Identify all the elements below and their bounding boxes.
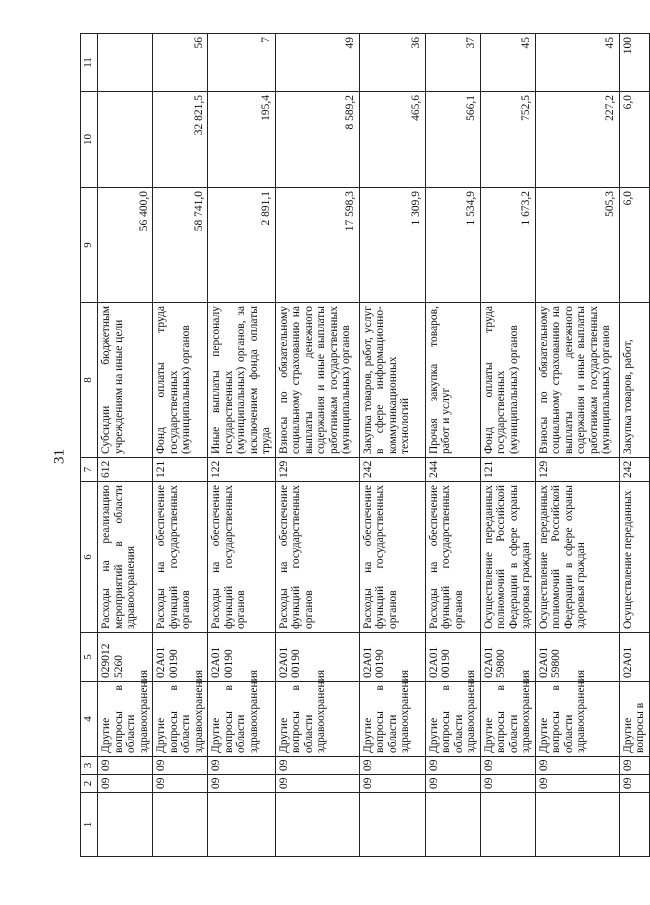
cell-target-name: Расходы на обеспечение функций государственных органов [359,482,425,633]
col-header-3: 3 [81,757,98,775]
cell-subsection: 09 [425,757,480,775]
table-row [153,34,208,857]
col-header-6: 6 [81,482,98,633]
cell-percent: 45 [535,34,619,92]
cell-expense-name: Взносы по обязательному социальному страхованию на выплаты денежного содержания и иные выплаты работникам государственных (муниципальных) органов [535,303,619,458]
cell-percent: 45 [480,34,535,92]
cell-expense-name: Прочая закупка товаров, работ и услуг [425,303,480,458]
cell-section: 09 [208,775,276,793]
table-row [425,34,480,857]
col-header-10: 10 [81,92,98,188]
cell-plan: 1 673,2 [480,188,535,303]
col-header-4: 4 [81,682,98,757]
cell-plan: 505,3 [535,188,619,303]
cell-section-name: Другие вопросы в области здравоохранения [359,682,425,757]
cell-c1 [153,793,208,857]
cell-percent [98,34,153,92]
cell-expense-name: Закупка товаров, работ, [619,303,649,458]
cell-section: 09 [275,775,359,793]
cell-expense-code: 129 [535,458,619,482]
cell-expense-name: Субсидии бюджетным учреждениям на иные цели [98,303,153,458]
cell-c1 [619,793,649,857]
cell-target-name: Расходы на обеспечение функций государственных органов [153,482,208,633]
cell-target-code: 02А01 59800 [535,633,619,682]
cell-c1 [535,793,619,857]
cell-actual: 8 589,2 [275,92,359,188]
cell-actual: 465,6 [359,92,425,188]
cell-target-code: 02А01 00190 [153,633,208,682]
cell-target-code: 02А01 00190 [359,633,425,682]
cell-section: 09 [480,775,535,793]
table-row [275,34,359,857]
cell-plan: 56 400,0 [98,188,153,303]
budget-table [80,33,650,857]
cell-section: 09 [359,775,425,793]
cell-expense-code: 121 [480,458,535,482]
cell-actual: 195,4 [208,92,276,188]
cell-actual: 752,5 [480,92,535,188]
cell-plan: 1 534,9 [425,188,480,303]
cell-target-code: 02А01 00190 [208,633,276,682]
cell-target-name: Расходы на обеспечение функций государственных органов [425,482,480,633]
cell-subsection: 09 [535,757,619,775]
cell-c1 [359,793,425,857]
cell-expense-name: Взносы по обязательному социальному страхованию на выплаты денежного содержания и иные выплаты работникам государственных (муниципальных) органов [275,303,359,458]
cell-plan: 1 309,9 [359,188,425,303]
cell-plan: 58 741,0 [153,188,208,303]
cell-c1 [275,793,359,857]
cell-section-name: Другие вопросы в области здравоохранения [98,682,153,757]
cell-percent: 7 [208,34,276,92]
cell-target-name: Осуществление переданных полномочий Российской Федерации в сфере охраны здоровья граждан [480,482,535,633]
cell-subsection: 09 [480,757,535,775]
cell-plan: 6,0 [619,188,649,303]
page-number: 31 [51,449,68,464]
table-row [98,34,153,857]
cell-percent: 56 [153,34,208,92]
cell-actual: 227,2 [535,92,619,188]
cell-subsection: 09 [153,757,208,775]
col-header-7: 7 [81,458,98,482]
header-row [81,34,98,857]
table-row [359,34,425,857]
cell-percent: 36 [359,34,425,92]
cell-expense-code: 612 [98,458,153,482]
cell-section-name: Другие вопросы в области здравоохранения [425,682,480,757]
table-row [480,34,535,857]
cell-expense-name: Закупка товаров, работ, услуг в сфере информационно-коммуникационных технологий [359,303,425,458]
col-header-5: 5 [81,633,98,682]
cell-target-name: Расходы на реализацию мероприятий в области здравоохранения [98,482,153,633]
cell-section: 09 [619,775,649,793]
cell-target-code: 02А01 [619,633,649,682]
cell-c1 [98,793,153,857]
cell-subsection: 09 [208,757,276,775]
cell-expense-code: 242 [619,458,649,482]
cell-percent: 37 [425,34,480,92]
cell-target-name: Расходы на обеспечение функций государственных органов [208,482,276,633]
table-row [619,34,649,857]
cell-section-name: Другие вопросы в области здравоохранения [153,682,208,757]
cell-expense-code: 242 [359,458,425,482]
cell-plan: 17 598,3 [275,188,359,303]
col-header-8: 8 [81,303,98,458]
rotated-page-content [80,34,646,857]
cell-section: 09 [98,775,153,793]
cell-subsection: 09 [98,757,153,775]
cell-actual: 566,1 [425,92,480,188]
col-header-9: 9 [81,188,98,303]
cell-c1 [208,793,276,857]
col-header-1: 1 [81,793,98,857]
table-row [535,34,619,857]
cell-expense-code: 129 [275,458,359,482]
cell-percent: 100 [619,34,649,92]
cell-actual: 32 821,5 [153,92,208,188]
cell-expense-name: Фонд оплаты труда государственных (муниципальных) органов [480,303,535,458]
cell-target-code: 02А01 00190 [275,633,359,682]
col-header-11: 11 [81,34,98,92]
cell-expense-code: 122 [208,458,276,482]
cell-section: 09 [535,775,619,793]
cell-target-name: Расходы на обеспечение функций государственных органов [275,482,359,633]
cell-section: 09 [425,775,480,793]
cell-section-name: Другие вопросы в области здравоохранения [208,682,276,757]
cell-section-name: Другие вопросы в области здравоохранения [480,682,535,757]
cell-target-code: 02А01 00190 [425,633,480,682]
table-row [208,34,276,857]
cell-section-name: Другие вопросы в области здравоохранения [535,682,619,757]
cell-target-name: Осуществление переданных [619,482,649,633]
cell-section-name: Другие вопросы в [619,682,649,757]
cell-actual: 6,0 [619,92,649,188]
cell-percent: 49 [275,34,359,92]
cell-subsection: 09 [619,757,649,775]
cell-expense-name: Иные выплаты персоналу государственных (муниципальных) органов, за исключением фонда оплаты труда [208,303,276,458]
cell-plan: 2 891,1 [208,188,276,303]
col-header-2: 2 [81,775,98,793]
cell-target-name: Осуществление переданных полномочий Российской Федерации в сфере охраны здоровья граждан [535,482,619,633]
cell-subsection: 09 [275,757,359,775]
cell-expense-code: 244 [425,458,480,482]
cell-c1 [425,793,480,857]
cell-section-name: Другие вопросы в области здравоохранения [275,682,359,757]
cell-expense-name: Фонд оплаты труда государственных (муниципальных) органов [153,303,208,458]
cell-target-code: 02А01 59800 [480,633,535,682]
cell-actual [98,92,153,188]
cell-section: 09 [153,775,208,793]
cell-c1 [480,793,535,857]
cell-subsection: 09 [359,757,425,775]
cell-target-code: 029012 5260 [98,633,153,682]
cell-expense-code: 121 [153,458,208,482]
